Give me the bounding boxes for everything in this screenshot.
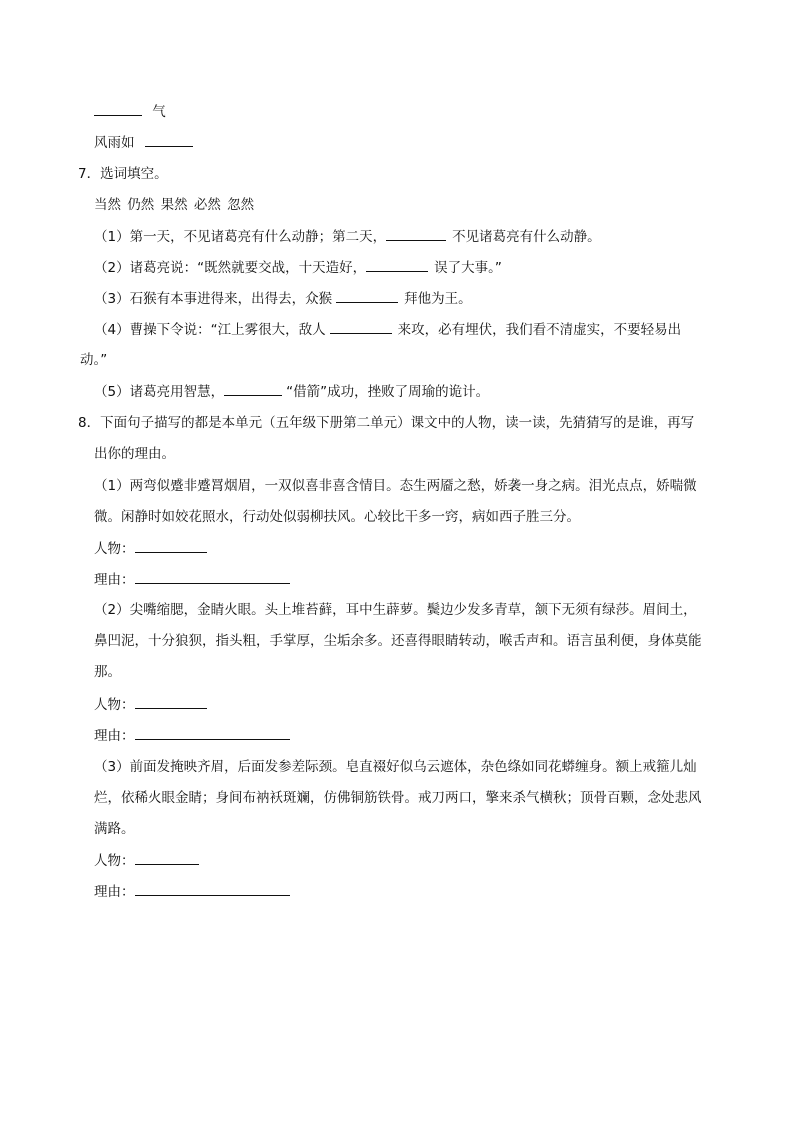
person-blank[interactable] (135, 850, 199, 865)
fill-line-qi (94, 101, 166, 122)
answer-blank[interactable] (386, 226, 446, 241)
fill-line-fengyu (94, 132, 193, 153)
passage-1-reason: 理由： (94, 569, 290, 590)
reason-blank[interactable] (135, 881, 290, 896)
passage-1-line-1: （1）两弯似蹙非蹙罥烟眉，一双似喜非喜含情目。态生两靥之愁，娇袭一身之病。泪光点点，娇喘微 (94, 478, 697, 494)
q7-item-2: （2）诸葛亮说：“既然就要交战，十天造好， 误了大事。” (94, 257, 502, 278)
q7-item-4-continued: 动。” (80, 352, 108, 368)
passage-2-person: 人物： (94, 694, 207, 715)
line-text: 气 (152, 104, 166, 120)
q7-item-1: （1）第一天，不见诸葛亮有什么动静；第二天， 不见诸葛亮有什么动静。 (94, 226, 601, 247)
passage-3-line-1: （3）前面发掩映齐眉，后面发参差际颈。皂直裰好似乌云遮体，杂色绦如同花蟒缠身。额上戒箍儿灿 (94, 759, 697, 775)
answer-blank[interactable] (224, 381, 282, 396)
question-8-title-line-1: 8．下面句子描写的都是本单元（五年级下册第二单元）课文中的人物，读一读，先猜猜写的是谁，再写 (78, 415, 695, 431)
passage-1-line-2: 微。闲静时如姣花照水，行动处似弱柳扶风。心较比干多一窍，病如西子胜三分。 (94, 509, 580, 525)
passage-2-line-3: 那。 (94, 664, 121, 680)
passage-2-line-1: （2）尖嘴缩腮，金睛火眼。头上堆苔藓，耳中生薜萝。鬓边少发多青草，颔下无须有绿莎。眉间土， (94, 602, 697, 618)
passage-3-line-3: 满路。 (94, 821, 135, 837)
person-blank[interactable] (135, 538, 207, 553)
q7-item-5: （5）诸葛亮用智慧， “借箭”成功，挫败了周瑜的诡计。 (94, 381, 489, 402)
question-8-title-line-2: 出你的理由。 (94, 446, 175, 462)
question-7-title: 7．选词填空。 (78, 166, 168, 182)
answer-blank[interactable] (145, 132, 193, 147)
passage-3-line-2: 烂，依稀火眼金睛；身间布衲袄斑斓，仿佛铜筋铁骨。戒刀两口，擎来杀气横秋；顶骨百颗，念处悲风 (94, 790, 702, 806)
passage-3-reason: 理由： (94, 881, 290, 902)
reason-blank[interactable] (135, 569, 290, 584)
passage-2-reason: 理由： (94, 725, 290, 746)
passage-1-person: 人物： (94, 538, 207, 559)
reason-blank[interactable] (135, 725, 290, 740)
passage-3-person: 人物： (94, 850, 199, 871)
word-bank: 当然 仍然 果然 必然 忽然 (94, 197, 255, 213)
person-blank[interactable] (135, 694, 207, 709)
q7-item-4: （4）曹操下令说：“江上雾很大，敌人 来攻，必有埋伏，我们看不清虚实，不要轻易出 (94, 319, 681, 340)
answer-blank[interactable] (330, 319, 392, 334)
answer-blank[interactable] (94, 101, 142, 116)
line-text: 风雨如 (94, 135, 135, 151)
passage-2-line-2: 鼻凹泥，十分狼狈，指头粗，手掌厚，尘垢余多。还喜得眼睛转动，喉舌声和。语言虽利便，身体莫能 (94, 633, 702, 649)
answer-blank[interactable] (336, 288, 398, 303)
q7-item-3: （3）石猴有本事进得来，出得去，众猴 拜他为王。 (94, 288, 472, 309)
answer-blank[interactable] (366, 257, 428, 272)
